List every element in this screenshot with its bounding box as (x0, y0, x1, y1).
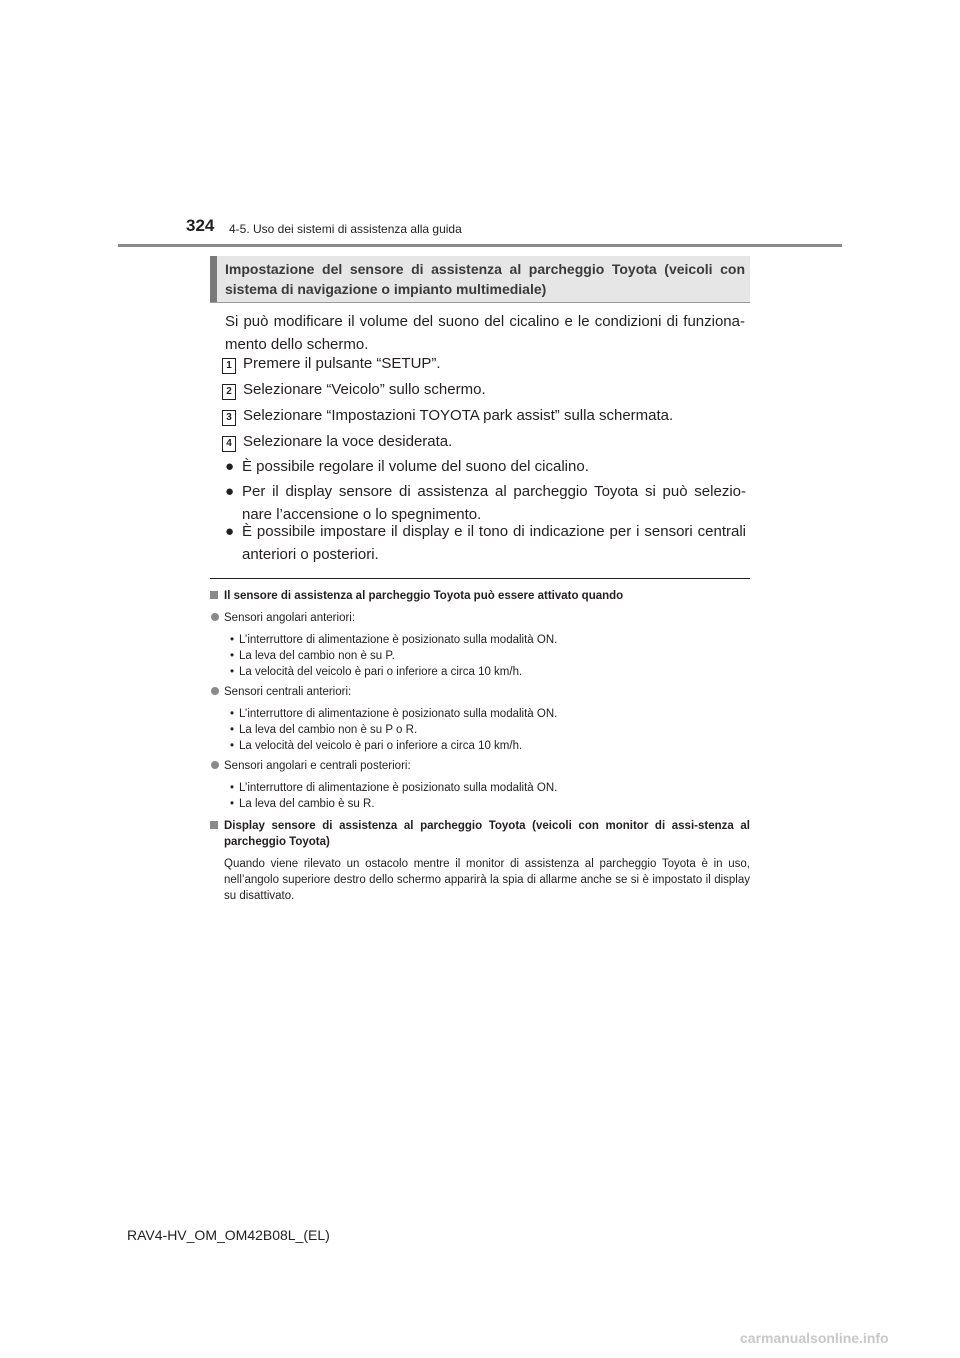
condition-item (210, 738, 750, 754)
step-number: 1 (222, 358, 236, 374)
watermark-text: carmanualsonline.info (740, 1330, 889, 1346)
condition-label (210, 684, 750, 700)
note-heading (210, 588, 750, 604)
condition-item-text: L’interruttore di alimentazione è posizionato sulla modalità ON. (239, 634, 558, 646)
watermark-logo (740, 1330, 950, 1354)
section-heading: Impostazione del sensore di assistenza al parcheggio Toyota (veicoli con sistema di navigazione o impianto multimediale) (225, 261, 745, 297)
square-bullet-icon (210, 591, 218, 599)
dot-bullet-icon: • (230, 782, 235, 794)
circle-bullet-icon (211, 761, 219, 769)
page-number: 324 (186, 216, 215, 235)
condition-label-text: Sensori centrali anteriori: (224, 686, 352, 698)
intro-paragraph: Si può modificare il volume del suono del cicalino e le condizioni di funziona-mento dello schermo. (225, 313, 745, 353)
step-text: Premere il pulsante “SETUP”. (243, 355, 441, 372)
dot-bullet-icon: • (230, 650, 235, 662)
step-number: 2 (222, 384, 236, 400)
note-heading-text: Display sensore di assistenza al parcheggio Toyota (veicoli con monitor di assi-stenza al parcheggio Toyota) (224, 820, 750, 848)
bullet-dot-icon: ● (225, 483, 235, 500)
condition-item-text: La leva del cambio non è su P. (239, 650, 395, 662)
bullet-dot-icon: ● (225, 523, 235, 540)
bullet-dot-icon: ● (225, 458, 235, 475)
dot-bullet-icon: • (230, 724, 235, 736)
dot-bullet-icon: • (230, 666, 235, 678)
circle-bullet-icon (211, 613, 219, 621)
condition-item (210, 664, 750, 680)
circle-bullet-icon (211, 687, 219, 695)
bullet-text: Per il display sensore di assistenza al parcheggio Toyota si può selezio-nare l’accensione o lo spegnimento. (242, 483, 746, 523)
condition-item-text: La velocità del veicolo è pari o inferiore a circa 10 km/h. (239, 666, 523, 678)
bullet-item (225, 520, 746, 566)
condition-item (210, 632, 750, 648)
condition-list (210, 780, 750, 812)
dot-bullet-icon: • (230, 708, 235, 720)
dot-bullet-icon: • (230, 634, 235, 646)
note-heading-text: Il sensore di assistenza al parcheggio Toyota può essere attivato quando (224, 590, 624, 602)
heading-accent-bar (210, 256, 217, 302)
bullet-item (225, 455, 746, 478)
condition-item-text: L’interruttore di alimentazione è posizionato sulla modalità ON. (239, 708, 558, 720)
condition-label (210, 758, 750, 774)
condition-list (210, 706, 750, 754)
condition-label-text: Sensori angolari e centrali posteriori: (224, 760, 411, 772)
dot-bullet-icon: • (230, 798, 235, 810)
condition-item (210, 780, 750, 796)
condition-item (210, 796, 750, 812)
condition-item-text: La velocità del veicolo è pari o inferiore a circa 10 km/h. (239, 740, 523, 752)
step-text: Selezionare la voce desiderata. (243, 433, 453, 450)
document-code: RAV4-HV_OM_OM42B08L_(EL) (127, 1227, 330, 1243)
note-heading (210, 818, 750, 850)
dot-bullet-icon: • (230, 740, 235, 752)
notes-section (210, 588, 750, 904)
step-number: 4 (222, 436, 236, 452)
condition-item (210, 722, 750, 738)
condition-item (210, 706, 750, 722)
note-body: Quando viene rilevato un ostacolo mentre il monitor di assistenza al parcheggio Toyota è in uso, nell’angolo superiore destro dello schermo apparirà la spia di allarme anche se si è impostato il display su disattivato. (224, 858, 750, 902)
condition-item-text: L’interruttore di alimentazione è posizionato sulla modalità ON. (239, 782, 558, 794)
bullet-text: È possibile regolare il volume del suono del cicalino. (242, 458, 589, 475)
section-heading-box (210, 256, 750, 303)
section-title: 4-5. Uso dei sistemi di assistenza alla guida (229, 222, 462, 236)
step-number: 3 (222, 410, 236, 426)
condition-label-text: Sensori angolari anteriori: (224, 612, 356, 624)
condition-label (210, 610, 750, 626)
square-bullet-icon (210, 821, 218, 829)
header-rule (118, 244, 842, 247)
step-text: Selezionare “Impostazioni TOYOTA park assist” sulla schermata. (243, 407, 674, 424)
bullet-text: È possibile impostare il display e il tono di indicazione per i sensori centrali anteriori o posteriori. (242, 523, 746, 563)
step-text: Selezionare “Veicolo” sullo schermo. (243, 381, 486, 398)
condition-list (210, 632, 750, 680)
condition-item (210, 648, 750, 664)
notes-divider (210, 578, 750, 579)
condition-item-text: La leva del cambio non è su P o R. (239, 724, 418, 736)
condition-item-text: La leva del cambio è su R. (239, 798, 375, 810)
